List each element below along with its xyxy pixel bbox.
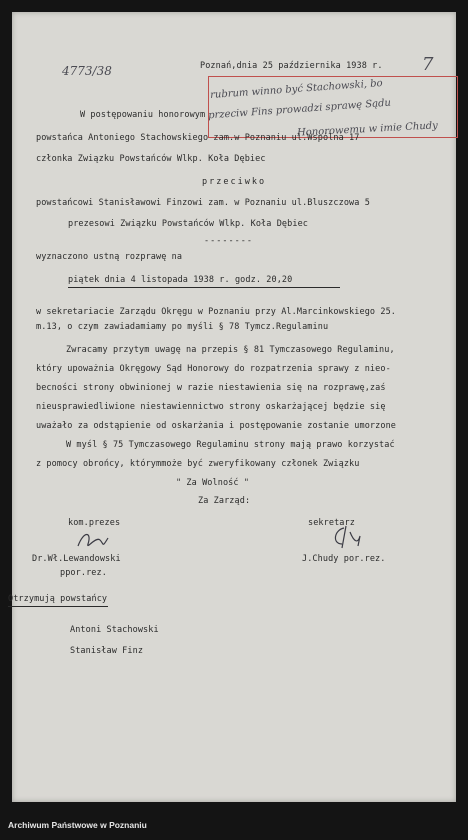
body-line: powstańca Antoniego Stachowskiego zam.w Poznaniu ul.Wspólna 17	[36, 133, 360, 143]
archive-reference: 4773/38	[62, 64, 112, 78]
recipient-item: Antoni Stachowski	[70, 625, 159, 635]
separator: --------	[204, 236, 253, 246]
body-line: m.13, o czym zawiadamiamy po myśli § 78 Tymcz.Regulaminu	[36, 322, 329, 332]
signature-left-handwritten	[74, 526, 114, 554]
body-line: który upoważnia Okręgowy Sąd Honorowy do rozpatrzenia sprawy z nieo-	[36, 364, 391, 374]
signature-right-handwritten	[328, 522, 368, 552]
document-page	[8, 12, 456, 802]
hearing-date: piątek dnia 4 listopada 1938 r. godz. 20,20	[68, 275, 293, 285]
body-line: członka Związku Powstańców Wlkp. Koła Dębiec	[36, 154, 266, 164]
date-line: Poznań,dnia 25 października 1938 r.	[200, 61, 383, 71]
signature-left-title: kom.prezes	[68, 518, 121, 528]
body-line: przeciwko	[202, 177, 267, 187]
archive-footer	[0, 808, 468, 840]
body-line: uważało za odstąpienie od oskarżania i postępowanie zostanie umorzone	[36, 421, 397, 431]
recipient-item: Stanisław Finz	[70, 646, 144, 656]
handwritten-note-line2: przeciw Fins prowadzi sprawę Sądu	[207, 97, 392, 122]
body-line: W postępowaniu honorowym	[80, 110, 206, 120]
recipients-header: Otrzymują powstańcy	[8, 594, 108, 604]
body-line: " Za Wolność "	[176, 478, 250, 488]
handwritten-note-line3: Honorowemu w imie Chudy	[296, 120, 439, 139]
signature-right-name: J.Chudy por.rez.	[302, 554, 386, 564]
body-line: Za Zarząd:	[198, 496, 251, 506]
body-line: z pomocy obrońcy, którymmoże być zweryfikowany członek Związku	[36, 459, 360, 469]
archive-footer-label: Archiwum Państwowe w Poznaniu	[8, 820, 147, 830]
body-line: w sekretariacie Zarządu Okręgu w Poznaniu przy Al.Marcinkowskiego 25.	[36, 307, 397, 317]
signature-right-title: sekretarz	[308, 518, 355, 528]
handwritten-note-line1: rubrum winno być Stachowski, bo	[209, 77, 383, 102]
signature-left-rank: ppor.rez.	[60, 568, 107, 578]
hearing-date-underline	[68, 287, 340, 288]
signature-left-name: Dr.Wł.Lewandowski	[32, 554, 121, 564]
body-line: nieusprawiedliwione niestawiennictwo strony oskarżającej będzie się	[36, 402, 386, 412]
body-line: becności strony obwinionej w razie niestawienia się na rozprawę,zaś	[36, 383, 386, 393]
body-line: prezesowi Związku Powstańców Wlkp. Koła Dębiec	[68, 219, 309, 229]
page-number: 7	[422, 54, 434, 75]
recipients-underline	[8, 606, 108, 607]
body-line: powstańcowi Stanisławowi Finzowi zam. w Poznaniu ul.Bluszczowa 5	[36, 198, 370, 208]
body-line: Zwracamy przytym uwagę na przepis § 81 Tymczasowego Regulaminu,	[66, 345, 395, 355]
body-line: W myśl § 75 Tymczasowego Regulaminu strony mają prawo korzystać	[66, 440, 395, 450]
body-line: wyznaczono ustną rozprawę na	[36, 252, 183, 262]
